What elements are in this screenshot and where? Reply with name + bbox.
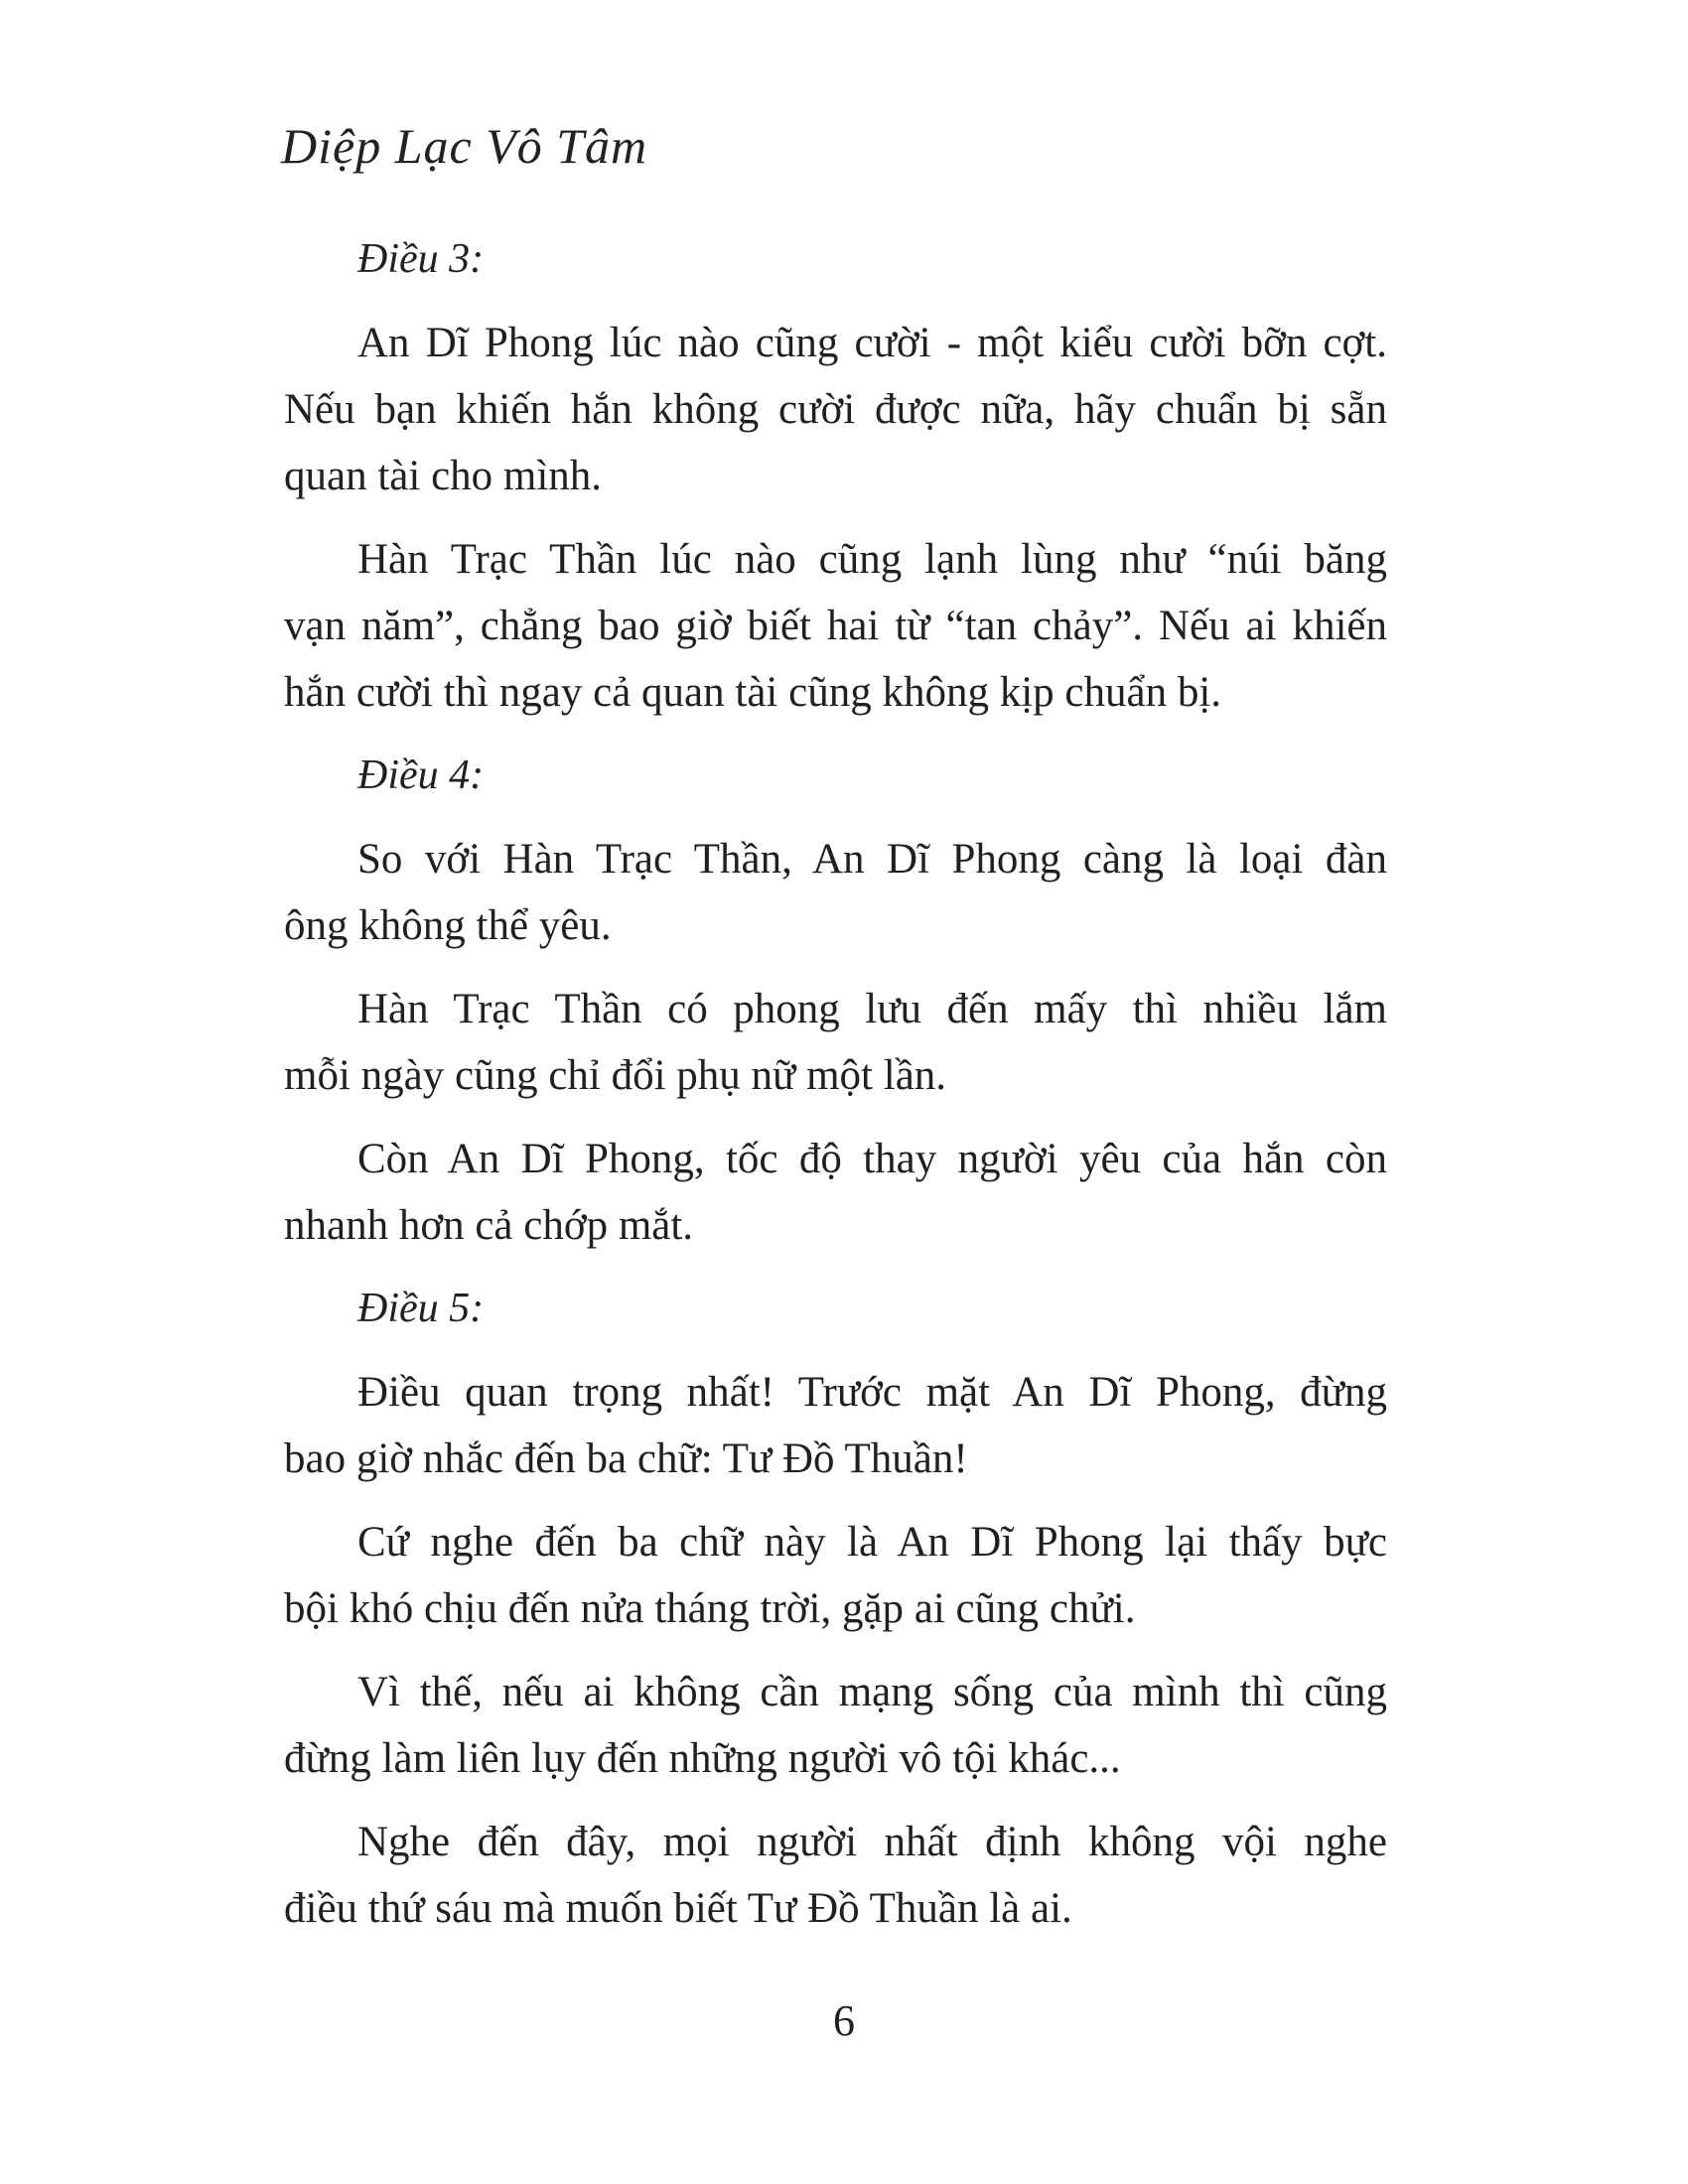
text-line: quan tài cho mình.	[284, 453, 603, 499]
paragraph	[284, 310, 1387, 509]
page-body	[284, 226, 1387, 1959]
text-line: bội khó chịu đến nửa tháng trời, gặp ai cũng chửi.	[284, 1585, 1136, 1632]
text-line: Điều quan trọng nhất! Trước mặt An Dĩ Phong, đừng	[357, 1369, 1387, 1416]
text-line: Điều 5:	[357, 1286, 485, 1331]
text-line: So với Hàn Trạc Thần, An Dĩ Phong càng là loại đàn	[357, 836, 1387, 883]
running-header: Diệp Lạc Vô Tâm	[281, 118, 648, 174]
paragraph	[284, 1359, 1387, 1492]
paragraph	[284, 1659, 1387, 1792]
text-line: ông không thể yêu.	[284, 902, 612, 949]
paragraph	[284, 1509, 1387, 1642]
paragraph	[284, 1809, 1387, 1942]
page-number: 6	[833, 1996, 855, 2045]
text-line: Cứ nghe đến ba chữ này là An Dĩ Phong lại thấy bực	[357, 1519, 1387, 1566]
text-line: Nghe đến đây, mọi người nhất định không vội nghe	[357, 1819, 1387, 1865]
text-line: điều thứ sáu mà muốn biết Tư Đồ Thuần là ai.	[284, 1885, 1072, 1932]
text-line: An Dĩ Phong lúc nào cũng cười - một kiểu cười bỡn cợt.	[357, 320, 1387, 366]
text-line: bao giờ nhắc đến ba chữ: Tư Đồ Thuần!	[284, 1435, 968, 1482]
text-line: Điều 4:	[357, 752, 485, 798]
text-line: mỗi ngày cũng chỉ đổi phụ nữ một lần.	[284, 1052, 947, 1099]
text-line: đừng làm liên lụy đến những người vô tội khác...	[284, 1735, 1121, 1782]
section-heading	[284, 226, 1387, 293]
text-line: Còn An Dĩ Phong, tốc độ thay người yêu của hắn còn	[357, 1136, 1387, 1182]
paragraph	[284, 526, 1387, 726]
paragraph	[284, 826, 1387, 959]
text-line: hắn cười thì ngay cả quan tài cũng không kịp chuẩn bị.	[284, 669, 1222, 716]
text-line: Hàn Trạc Thần lúc nào cũng lạnh lùng như “núi băng	[357, 536, 1387, 583]
text-line: vạn năm”, chẳng bao giờ biết hai từ “tan chảy”. Nếu ai khiến	[284, 603, 1387, 649]
section-heading	[284, 743, 1387, 809]
paragraph	[284, 976, 1387, 1109]
text-line: Hàn Trạc Thần có phong lưu đến mấy thì nhiều lắm	[357, 986, 1387, 1032]
section-heading	[284, 1276, 1387, 1342]
text-line: nhanh hơn cả chớp mắt.	[284, 1202, 694, 1249]
text-line: Điều 3:	[357, 236, 485, 282]
text-line: Vì thế, nếu ai không cần mạng sống của mình thì cũng	[357, 1669, 1387, 1715]
text-line: Nếu bạn khiến hắn không cười được nữa, hãy chuẩn bị sẵn	[284, 386, 1387, 433]
paragraph	[284, 1126, 1387, 1259]
